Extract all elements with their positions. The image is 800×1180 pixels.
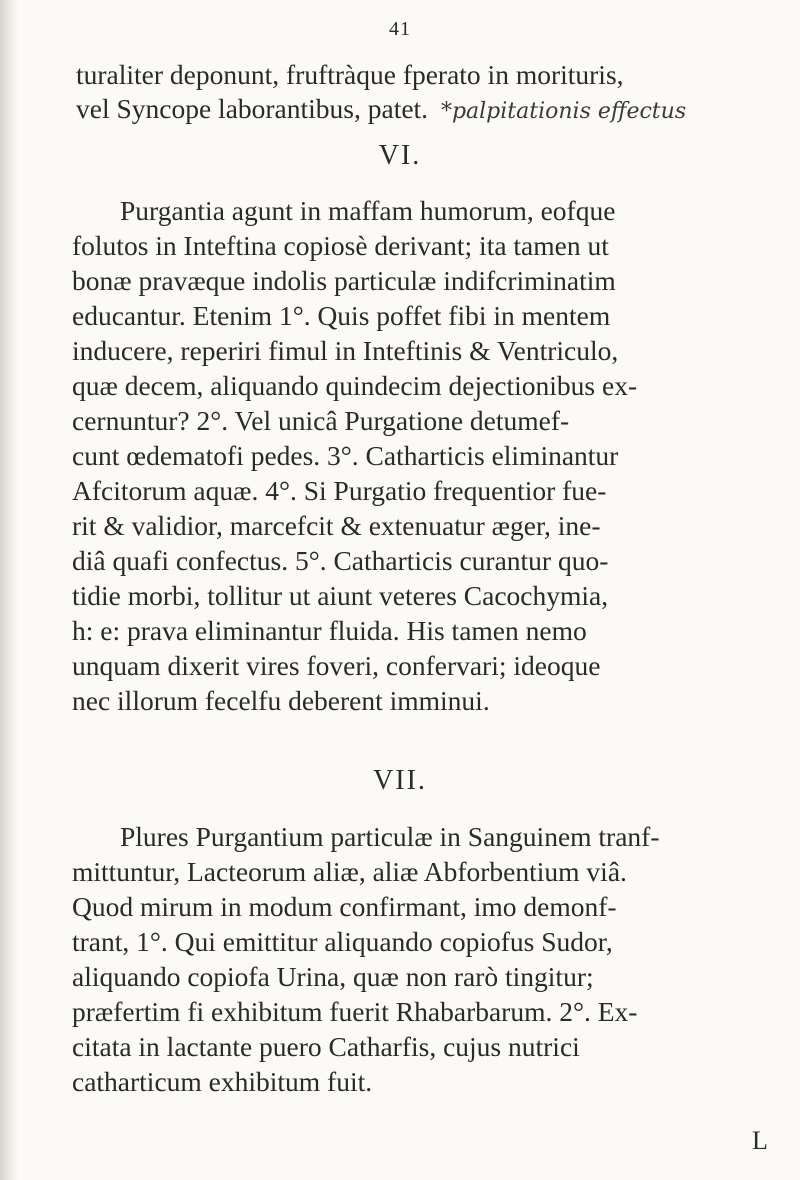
text-line: cunt œdematofi pedes. 3°. Catharticis eliminantur — [72, 440, 619, 471]
text-line: cernuntur? 2°. Vel unicâ Purgatione detumef- — [72, 405, 570, 436]
text-line: educantur. Etenim 1°. Quis poffet fibi in mentem — [72, 300, 611, 331]
text-line: tidie morbi, tollitur ut aiunt veteres Cacochymia, — [72, 580, 609, 611]
text-line: catharticum exhibitum fuit. — [72, 1066, 373, 1097]
text-line: inducere, reperiri fimul in Inteftinis & Ventriculo, — [72, 335, 619, 366]
text-line: Quod mirum in modum confirmant, imo demonf- — [72, 891, 617, 922]
text-line: Afcitorum aquæ. 4°. Si Purgatio frequentior fue- — [72, 475, 607, 506]
text-line: trant, 1°. Qui emittitur aliquando copiofus Sudor, — [72, 926, 613, 957]
section-heading-vi: VI. — [378, 140, 422, 171]
text-line: mittuntur, Lacteorum aliæ, aliæ Abforbentium viâ. — [72, 856, 627, 887]
text-line: aliquando copiofa Urina, quæ non rarò tingitur; — [72, 961, 594, 992]
text-line: bonæ pravæque indolis particulæ indifcriminatim — [72, 265, 616, 296]
text-line: diâ quafi confectus. 5°. Catharticis curantur quo- — [72, 545, 609, 576]
text-line: Plures Purgantium particulæ in Sanguinem tranf- — [120, 821, 660, 852]
text-line: unquam dixerit vires foveri, confervari; ideoque — [72, 650, 601, 681]
text-line-body: vel Syncope laborantibus, patet. — [76, 93, 429, 124]
page-number: 41 — [389, 18, 411, 40]
text-line: rit & validior, marcefcit & extenuatur æger, ine- — [72, 510, 601, 541]
text-line: quæ decem, aliquando quindecim dejectionibus ex- — [72, 370, 638, 401]
text-line — [76, 92, 766, 126]
text-line: turaliter deponunt, fruftràque fperato in morituris, — [76, 59, 624, 90]
text-line: citata in lactante puero Catharfis, cujus nutrici — [72, 1031, 580, 1062]
page-gutter-shadow — [0, 0, 18, 1180]
section-heading-vii: VII. — [373, 765, 427, 796]
text-line: nec illorum fecelfu deberent imminui. — [72, 685, 490, 716]
handwritten-annotation: *palpitationis effectus — [440, 99, 687, 124]
text-line: folutos in Inteftina copiosè derivant; ita tamen ut — [72, 230, 609, 261]
text-line: præfertim fi exhibitum fuerit Rhabarbarum. 2°. Ex- — [72, 996, 638, 1027]
text-line: h: e: prava eliminantur fluida. His tamen nemo — [72, 615, 587, 646]
text-line: Purgantia agunt in maffam humorum, eofque — [120, 195, 616, 226]
catchword: L — [752, 1126, 768, 1155]
